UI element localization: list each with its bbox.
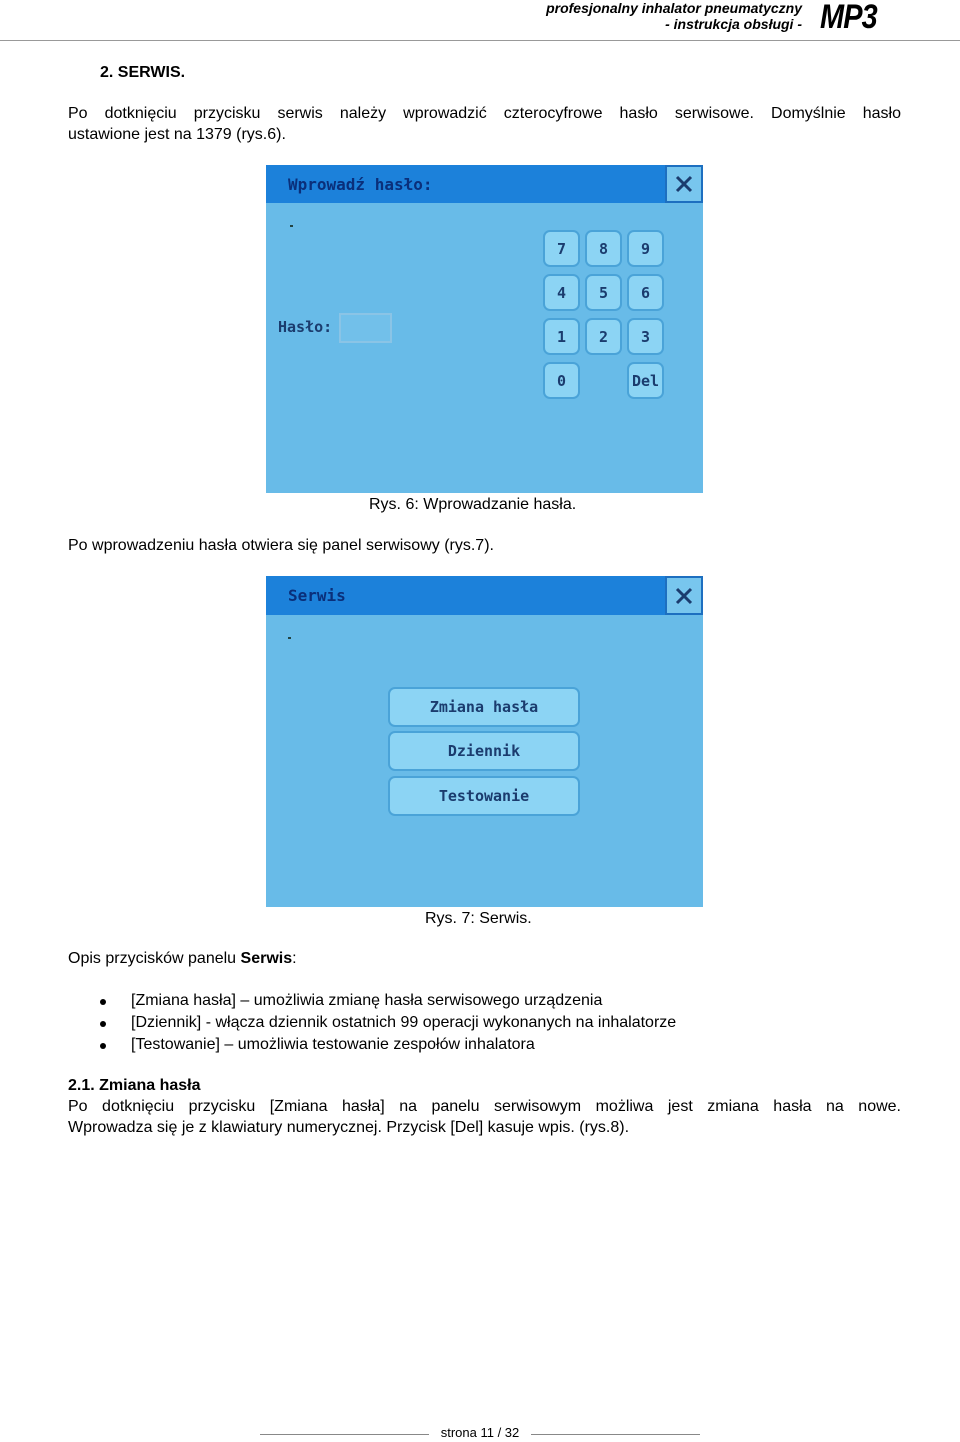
after-figure6-text: Po wprowadzeniu hasła otwiera się panel serwisowy (rys.7). <box>68 537 494 554</box>
password-label: Hasło: <box>278 318 333 336</box>
subsection-title: 2.1. Zmiana hasła <box>68 1077 201 1094</box>
key-5[interactable]: 5 <box>585 274 622 311</box>
change-password-button[interactable]: Zmiana hasła <box>388 687 580 727</box>
list-item <box>100 1034 676 1056</box>
section-intro-line1: Po dotknięciu przycisku serwis należy wprowadzić czterocyfrowe hasło serwisowe. Domyślnie hasło <box>68 105 901 122</box>
bullet-icon <box>100 999 106 1005</box>
list-item <box>100 990 676 1012</box>
key-6[interactable]: 6 <box>627 274 664 311</box>
close-icon <box>674 586 694 606</box>
password-input[interactable] <box>339 313 392 343</box>
close-button[interactable] <box>665 165 703 203</box>
subsection-line1: Po dotknięciu przycisku [Zmiana hasła] na panelu serwisowym możliwa jest zmiana hasła na nowe. <box>68 1098 901 1115</box>
service-screen-title-bar <box>266 576 703 615</box>
password-screen <box>266 165 703 493</box>
password-screen-title-bar <box>266 165 703 203</box>
key-7[interactable]: 7 <box>543 230 580 267</box>
list-item <box>100 1012 676 1034</box>
key-1[interactable]: 1 <box>543 318 580 355</box>
buttons-desc-prefix: Opis przycisków panelu <box>68 950 241 967</box>
bullet-icon <box>100 1021 106 1027</box>
key-9[interactable]: 9 <box>627 230 664 267</box>
header-logo: MP3 <box>820 0 877 36</box>
figure7-caption: Rys. 7: Serwis. <box>425 910 532 927</box>
header-divider <box>0 40 960 41</box>
page-header <box>0 0 960 42</box>
key-4[interactable]: 4 <box>543 274 580 311</box>
cursor-mark <box>288 637 291 639</box>
testing-button[interactable]: Testowanie <box>388 776 580 816</box>
service-screen-title: Serwis <box>288 586 346 605</box>
list-item-text: [Zmiana hasła] – umożliwia zmianę hasła serwisowego urządzenia <box>131 992 603 1009</box>
service-screen <box>266 576 703 907</box>
key-0[interactable]: 0 <box>543 362 580 399</box>
header-subtitle-line2: - instrukcja obsługi - <box>665 16 802 32</box>
buttons-desc-suffix: : <box>292 950 297 967</box>
log-button[interactable]: Dziennik <box>388 731 580 771</box>
list-item-text: [Dziennik] - włącza dziennik ostatnich 99 operacji wykonanych na inhalatorze <box>131 1014 677 1031</box>
subsection-line2: Wprowadza się je z klawiatury numerycznej. Przycisk [Del] kasuje wpis. (rys.8). <box>68 1119 630 1136</box>
buttons-desc-intro <box>68 948 297 969</box>
figure6-caption: Rys. 6: Wprowadzanie hasła. <box>369 496 577 513</box>
key-2[interactable]: 2 <box>585 318 622 355</box>
page-number: strona 11 / 32 <box>429 1425 532 1440</box>
close-button[interactable] <box>665 576 703 615</box>
section-title: 2. SERWIS. <box>100 64 186 81</box>
page-footer <box>0 1425 960 1440</box>
close-icon <box>674 174 694 194</box>
key-3[interactable]: 3 <box>627 318 664 355</box>
buttons-desc-list <box>100 990 676 1056</box>
key-del[interactable]: Del <box>627 362 664 399</box>
section-intro-line2: ustawione jest na 1379 (rys.6). <box>68 126 286 143</box>
key-8[interactable]: 8 <box>585 230 622 267</box>
list-item-text: [Testowanie] – umożliwia testowanie zespołów inhalatora <box>131 1036 535 1053</box>
password-screen-title: Wprowadź hasło: <box>288 175 433 194</box>
cursor-mark <box>290 225 293 227</box>
header-subtitle-line1: profesjonalny inhalator pneumatyczny <box>546 0 802 16</box>
buttons-desc-panel-name: Serwis <box>240 950 293 967</box>
bullet-icon <box>100 1043 106 1049</box>
